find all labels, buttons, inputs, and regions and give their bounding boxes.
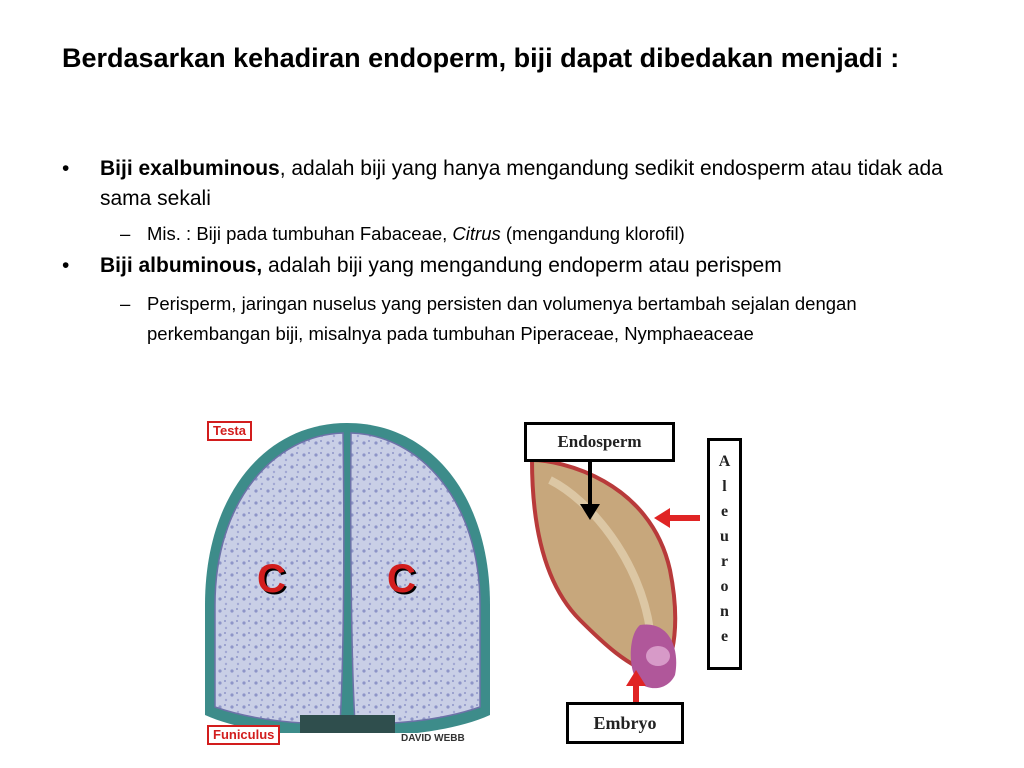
perisperm-text: Perisperm, jaringan nuselus yang persisten dan volumenya bertambah sejalan dengan perkembangan biji, misalnya pada tumbuhan Piperaceae, Nymphaeaceae: [147, 293, 857, 344]
seed-cross-section-drawing: [205, 415, 490, 745]
example-prefix: Mis. : Biji pada tumbuhan Fabaceae,: [147, 223, 453, 244]
aleurone-letter: l: [722, 478, 727, 495]
label-cotyledon-right: C: [387, 557, 416, 601]
aleurone-letter: A: [718, 453, 731, 470]
label-aleurone: [707, 438, 742, 670]
dash-glyph: –: [120, 223, 131, 244]
image-credit: DAVID WEBB: [401, 733, 465, 744]
subbullet-perisperm: [120, 289, 960, 349]
label-cotyledon-left: C: [257, 557, 286, 601]
definition-albuminous: adalah biji yang mengandung endoperm atau perispem: [262, 254, 782, 277]
aleurone-letter: r: [720, 553, 729, 570]
term-exalbuminous: Biji exalbuminous: [100, 157, 280, 180]
aleurone-letter: o: [720, 578, 729, 595]
subbullet-example: [120, 219, 970, 249]
bullet-albuminous: [62, 251, 962, 281]
definition-exalbuminous: , adalah biji yang hanya mengandung sedikit endosperm atau tidak ada sama sekali: [100, 157, 943, 210]
example-suffix: (mengandung klorofil): [500, 223, 685, 244]
example-italic: Citrus: [452, 223, 501, 244]
page-title: Berdasarkan kehadiran endoperm, biji dapat dibedakan menjadi :: [62, 43, 900, 73]
bullet-glyph: •: [62, 157, 70, 180]
aleurone-letter: e: [720, 628, 729, 645]
label-embryo: Embryo: [566, 702, 684, 744]
bullet-glyph: •: [62, 254, 70, 277]
label-funiculus: Funiculus: [207, 725, 280, 745]
aleurone-letter: n: [720, 603, 729, 620]
bullet-exalbuminous: [62, 154, 962, 214]
aleurone-letter: e: [720, 503, 729, 520]
label-testa: Testa: [207, 421, 252, 441]
aleurone-letter: u: [720, 528, 729, 545]
dash-glyph: –: [120, 293, 131, 314]
term-albuminous: Biji albuminous,: [100, 254, 263, 277]
grain-section-image: [520, 420, 750, 750]
seed-cross-section-image: [205, 415, 490, 745]
label-endosperm: Endosperm: [524, 422, 675, 462]
